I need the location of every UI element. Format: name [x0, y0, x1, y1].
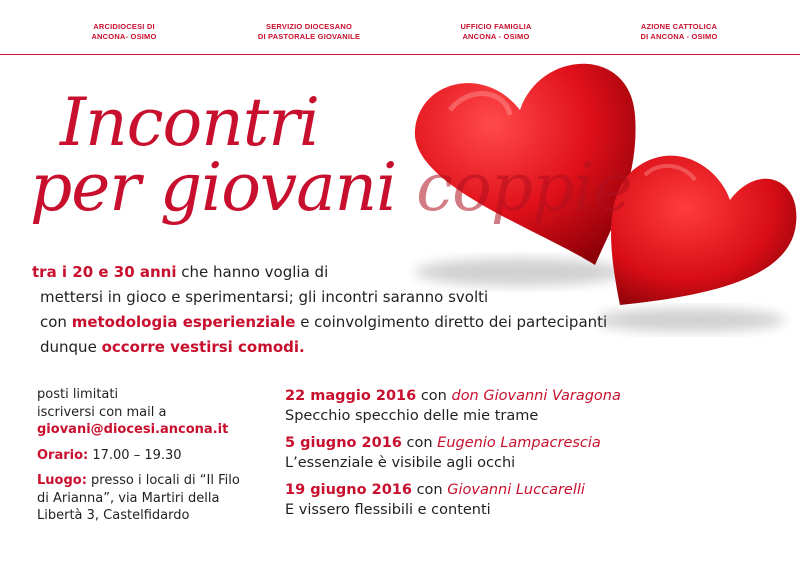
schedule-value: 17.00 – 19.30: [88, 447, 182, 463]
intro-text: e coinvolgimento diretto dei partecipanti: [295, 313, 608, 331]
dress-code: occorre vestirsi comodi.: [101, 338, 305, 356]
org-line: AZIONE CATTOLICA: [640, 22, 718, 31]
event-topic: Specchio specchio delle mie trame: [285, 408, 539, 424]
org-line: ANCONA - OSIMO: [462, 32, 530, 41]
signup-text: iscriversi con mail a: [37, 404, 167, 420]
methodology: metodologia esperienziale: [71, 313, 296, 331]
org-servizio-diocesano: [236, 22, 382, 42]
org-arcidiocesi: [72, 22, 176, 42]
org-line: SERVIZIO DIOCESANO: [266, 22, 352, 31]
event-date: 5 giugno 2016: [285, 435, 402, 451]
org-line: DI PASTORALE GIOVANILE: [257, 32, 361, 41]
event-item: [285, 480, 790, 520]
intro-line-1: [32, 260, 772, 285]
events-list: [285, 386, 790, 527]
intro-text: dunque: [40, 338, 102, 356]
event-topic: E vissero flessibili e contenti: [285, 502, 491, 518]
event-with: con: [411, 482, 448, 498]
org-line: ARCIDIOCESI DI: [93, 22, 155, 31]
event-item: [285, 386, 790, 426]
spacer: [37, 439, 277, 447]
info-block: [37, 386, 277, 525]
location-line: di Arianna”, via Martiri della: [37, 490, 220, 506]
event-speaker: Eugenio Lampacrescia: [437, 435, 601, 451]
event-topic: L’essenziale è visibile agli occhi: [285, 455, 516, 471]
schedule-label: Orario:: [37, 447, 89, 463]
location: [37, 472, 277, 490]
event-item: [285, 433, 790, 473]
event-date: 22 maggio 2016: [285, 388, 417, 404]
intro-line-3: [32, 310, 772, 335]
event-speaker: Giovanni Luccarelli: [447, 482, 585, 498]
intro-line-2: mettersi in gioco e sperimentarsi; gli incontri saranno svolti: [40, 288, 489, 306]
email-link[interactable]: giovani@diocesi.ancona.it: [37, 422, 229, 437]
intro-text: che hanno voglia di: [176, 263, 329, 281]
title-line-2-faded: coppie: [416, 149, 632, 226]
intro-paragraph: [32, 260, 772, 360]
org-line: UFFICIO FAMIGLIA: [460, 22, 532, 31]
event-with: con: [416, 388, 452, 404]
title-line-1: Incontri: [60, 84, 319, 161]
location-line: presso i locali di “Il Filo: [86, 473, 240, 488]
org-line: ANCONA- OSIMO: [91, 32, 157, 41]
event-speaker: don Giovanni Varagona: [451, 388, 621, 404]
intro-text: con: [40, 313, 72, 331]
event-with: con: [401, 435, 438, 451]
org-azione-cattolica: [612, 22, 746, 42]
org-ufficio-famiglia: [440, 22, 552, 42]
location-line: Libertà 3, Castelfidardo: [37, 508, 190, 523]
location-label: Luogo:: [37, 473, 87, 488]
org-line: DI ANCONA - OSIMO: [640, 32, 718, 41]
intro-line-4: [32, 335, 772, 360]
title-line-2: [30, 149, 632, 226]
event-date: 19 giugno 2016: [285, 482, 412, 498]
title-line-2-main: per giovani: [30, 149, 397, 226]
spacer: [37, 464, 277, 472]
schedule: [37, 447, 277, 465]
age-range: tra i 20 e 30 anni: [32, 263, 177, 281]
limited-seats: posti limitati: [37, 387, 119, 402]
